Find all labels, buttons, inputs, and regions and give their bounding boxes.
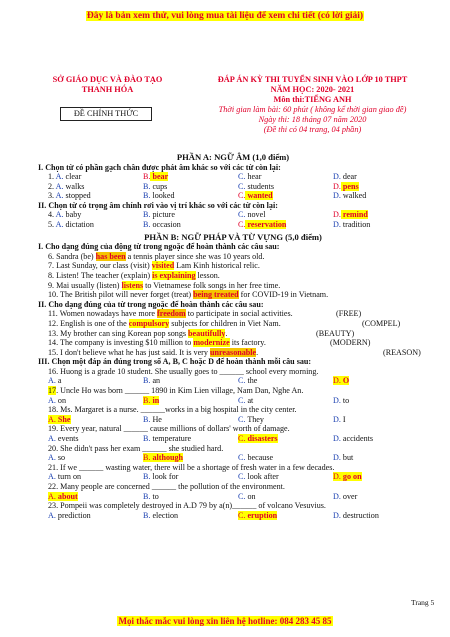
q-text: for COVID-19 in Vietnam. [238,290,329,300]
q-text: 13. My brother can sing Korean pop songs [48,328,189,338]
opt-text: over [340,491,358,501]
question-8 [38,271,428,281]
question-2 [38,182,428,192]
correct-answer: freedom [157,309,186,319]
opt-text: because [245,453,274,463]
opt-label: A. [48,472,56,482]
question-13 [38,329,428,339]
question-18-options [38,415,428,425]
opt-label: C. [238,191,246,201]
opt-label: B. [143,414,151,424]
opt-text: to [340,395,350,405]
part-a-title: PHẦN A: NGỮ ÂM (1,0 điểm) [176,152,290,162]
opt-text: stopped [63,191,91,201]
part-a-section-1: I. Chọn từ có phần gạch chân được phát âm khác so với các từ còn lại: [38,162,281,172]
opt-text: baby [63,210,82,220]
question-12 [38,319,428,329]
school-year: NĂM HỌC: 2020- 2021 [270,85,355,94]
correct-answer: although [150,453,184,463]
province-name: THANH HÓA [81,85,134,94]
q-text: 12. English is one of the [48,318,129,328]
root-word: (BEAUTY) [316,328,355,338]
opt-text: He [150,414,162,424]
part-b-section-1: I. Cho dạng đúng của động từ trong ngoặc để hoàn thành các câu sau: [38,242,280,252]
q-text: . Uncle Ho was born ______ 1890 in Kim Lien village, Nam Dan, Nghe An. [56,386,304,396]
correct-answer: modernize [193,338,230,348]
q-text: its factory. [229,338,266,348]
opt-text: events [55,434,79,444]
hotline-footer [0,616,450,626]
hotline-text: Mọi thắc mắc vui lòng xin liên hệ hotline: 084 283 45 85 [118,616,332,626]
opt-text: students [245,181,274,191]
part-b-title: PHẦN B: NGỮ PHÁP VÀ TỪ VỰNG (5,0 điểm) [144,231,322,242]
q-number: 3. [48,191,55,201]
question-23-options [38,511,428,521]
q-number: 1. [48,172,55,182]
opt-label: C. [238,414,246,424]
correct-answer: is explaining [152,270,196,280]
opt-label: D. [333,414,341,424]
opt-label: D. [333,453,341,463]
part-b-section-3: III. Chọn một đáp án đúng trong số A, B, C hoặc D để hoàn thành mỗi câu sau: [38,357,312,367]
q-text: 8. Listen! The teacher (explain) [48,270,153,280]
opt-text: look after [245,472,279,482]
exam-content [38,152,428,520]
opt-label: B. [143,172,151,182]
opt-text: prediction [55,510,91,520]
correct-answer: beautifully [188,328,226,338]
opt-text: so [55,453,66,463]
opt-label: D. [333,220,341,230]
opt-label: A. [48,453,56,463]
opt-label: A. [48,395,56,405]
q-text: to Vietnamese folk songs in her free time. [143,280,281,290]
opt-label: C. [238,220,246,230]
opt-text: tradition [340,220,371,230]
q-text: 14. The company is investing $10 million to [48,338,194,348]
preview-banner [0,11,450,21]
opt-label: D. [333,434,341,444]
root-word: (FREE) [336,309,362,319]
question-20-options [38,453,428,463]
header-right [175,75,450,135]
opt-text: hear [245,172,262,182]
exam-date: Ngày thi: 18 tháng 07 năm 2020 [258,115,367,124]
correct-answer: has been [95,251,126,261]
opt-label: D. [333,510,341,520]
opt-label: C. [238,181,246,191]
opt-text: clear [63,172,82,182]
opt-text: destruction [340,510,379,520]
q-text: lesson. [195,270,220,280]
opt-label: C. [238,453,246,463]
opt-label: D. [333,395,341,405]
q-text: to participate in social activities. [185,309,293,319]
opt-label: A. [48,510,56,520]
q-text: . [225,328,228,338]
q-text: 15. I don't believe what he has just said. It is very [48,347,210,357]
question-19-options [38,434,428,444]
q-number: 17 [48,386,57,396]
opt-text: the [245,376,258,386]
opt-label: B. [143,376,151,386]
opt-text: on [245,491,256,501]
opt-text: They [245,414,264,424]
opt-label: A. [55,220,64,230]
opt-text: accidents [340,434,374,444]
opt-label: B. [143,453,151,463]
opt-text: a [55,376,62,386]
opt-text: cups [150,181,168,191]
opt-label: A. [48,434,56,444]
q-number: 5. [48,220,55,230]
opt-label: B. [143,434,151,444]
question-11 [38,309,428,319]
opt-text: to [150,491,159,501]
question-15 [38,348,428,358]
part-a-section-2: II. Chọn từ có trọng âm chính rơi vào vị trí khác so với các từ còn lại: [38,200,278,210]
correct-answer: reservation [245,220,287,230]
page-number: Trang 5 [411,598,435,607]
question-23-stem: 23. Pompeii was completely destroyed in A.D 79 by a(n)______ of volcano Vesuvius. [48,501,326,511]
opt-label: D. [333,376,341,386]
opt-text: temperature [150,434,192,444]
question-3 [38,191,428,201]
opt-label: A. [55,172,64,182]
opt-text: turn on [55,472,82,482]
opt-text: on [55,395,66,405]
opt-label: A. [48,491,56,501]
question-22-stem: 22. Many people are concerned ______ the pollution of the environment. [48,482,285,491]
root-word: (COMPEL) [362,318,401,328]
correct-answer: go on [340,472,362,482]
correct-answer: in [150,395,160,405]
opt-text: walked [340,191,367,201]
q-text: 10. The British pilot will never forget (treat) [48,290,194,300]
opt-label: B. [143,191,151,201]
opt-label: D. [333,172,341,182]
opt-label: C. [238,434,246,444]
opt-label: D. [333,181,341,191]
correct-answer: unreasonable [209,347,257,357]
question-20-stem: 20. She didn't pass her exam ______ she studied hard. [48,443,224,453]
q-text: . [256,347,259,357]
opt-text: at [245,395,254,405]
correct-answer: disasters [245,434,278,444]
question-18-stem: 18. Ms. Margaret is a nurse. ______works in a big hospital in the city center. [48,405,297,415]
subject: Môn thi:TIẾNG ANH [273,95,352,104]
opt-label: D. [333,191,341,201]
opt-text: election [150,510,179,520]
question-10 [38,290,428,300]
opt-label: B. [143,491,151,501]
q-number: 4. [48,210,55,220]
question-6 [38,252,428,262]
question-7 [38,261,428,271]
opt-label: D. [333,210,341,220]
q-text: 7. Last Sunday, our class (visit) [48,261,152,271]
part-b-section-2: II. Cho dạng đúng của từ trong ngoặc để hoàn thành các câu sau: [38,299,264,309]
opt-label: B. [143,395,151,405]
exam-title: ĐÁP ÁN KỲ THI TUYỂN SINH VÀO LỚP 10 THPT [217,75,408,84]
correct-answer: visited [151,261,175,271]
question-19-stem: 19. Every year, natural ______ cause millions of dollars' worth of damage. [48,424,290,434]
official-exam-box: ĐỀ CHÍNH THỨC [60,107,152,121]
question-16-options [38,376,428,386]
q-text: subjects for children in Viet Nam. [169,318,281,328]
question-16-stem: 16. Huong is a grade 10 student. She usually goes to ______ school every morning. [48,366,319,376]
preview-banner-text: Đây là bản xem thử, vui lòng mua tài liệu để xem chi tiết (có lời giải) [86,11,364,21]
correct-answer: O [340,376,350,386]
opt-label: A. [55,191,64,201]
correct-answer: eruption [245,510,278,520]
root-word: (REASON) [383,347,421,357]
q-text: a tennis player since she was 10 years old. [125,251,265,261]
question-21-options [38,472,428,482]
opt-text: walks [63,181,85,191]
correct-answer: compulsory [128,318,170,328]
q-text: 11. Women nowadays have more [48,309,158,319]
root-word: (MODERN) [330,338,371,348]
header-left [40,75,175,95]
opt-text: looked [150,191,175,201]
opt-text: novel [245,210,266,220]
correct-answer: pens [340,181,359,191]
opt-text: dictation [63,220,94,230]
q-text: 6. Sandra (be) [48,251,96,261]
opt-label: C. [238,491,246,501]
correct-answer: She [55,414,71,424]
opt-label: A. [48,414,56,424]
opt-text: I [340,414,346,424]
opt-text: but [340,453,354,463]
opt-label: C. [238,472,246,482]
question-14 [38,338,428,348]
opt-label: A. [55,181,64,191]
opt-label: B. [143,181,151,191]
question-5 [38,220,428,230]
opt-label: B. [143,510,151,520]
opt-text: an [150,376,161,386]
opt-label: C. [238,395,246,405]
question-1 [38,172,428,182]
opt-label: C. [238,210,246,220]
correct-answer: about [55,491,78,501]
q-text: 9. Mai usually (listen) [48,280,122,290]
department-name: SỞ GIÁO DỤC VÀ ĐÀO TẠO [52,75,163,84]
correct-answer: being treated [193,290,239,300]
opt-label: B. [143,472,151,482]
opt-label: D. [333,491,341,501]
opt-text: dear [340,172,357,182]
opt-text: occasion [150,220,181,230]
opt-text: picture [150,210,175,220]
question-21-stem: 21. If we ______ wasting water, there will be a shortage of fresh water in a few decades. [48,462,335,472]
correct-answer: bear [150,172,169,182]
question-22-options [38,492,428,502]
opt-label: D. [333,472,341,482]
opt-label: C. [238,376,246,386]
opt-label: C. [238,510,246,520]
question-9 [38,281,428,291]
opt-label: A. [48,376,56,386]
exam-duration: Thời gian làm bài: 60 phút ( không kể thời gian giao đề) [218,105,407,114]
q-number: 2. [48,181,55,191]
opt-label: C. [238,172,246,182]
q-text: Lam Kinh historical relic. [174,261,260,271]
question-17-stem [38,386,428,396]
opt-text: look for [150,472,179,482]
correct-answer: remind [340,210,368,220]
opt-label: A. [55,210,64,220]
question-4 [38,210,428,220]
opt-label: B. [143,210,151,220]
question-17-options [38,396,428,406]
opt-label: B. [143,220,151,230]
correct-answer: wanted [245,191,273,201]
exam-pages: (Đề thi có 04 trang, 04 phần) [263,125,362,134]
correct-answer: listens [121,280,144,290]
